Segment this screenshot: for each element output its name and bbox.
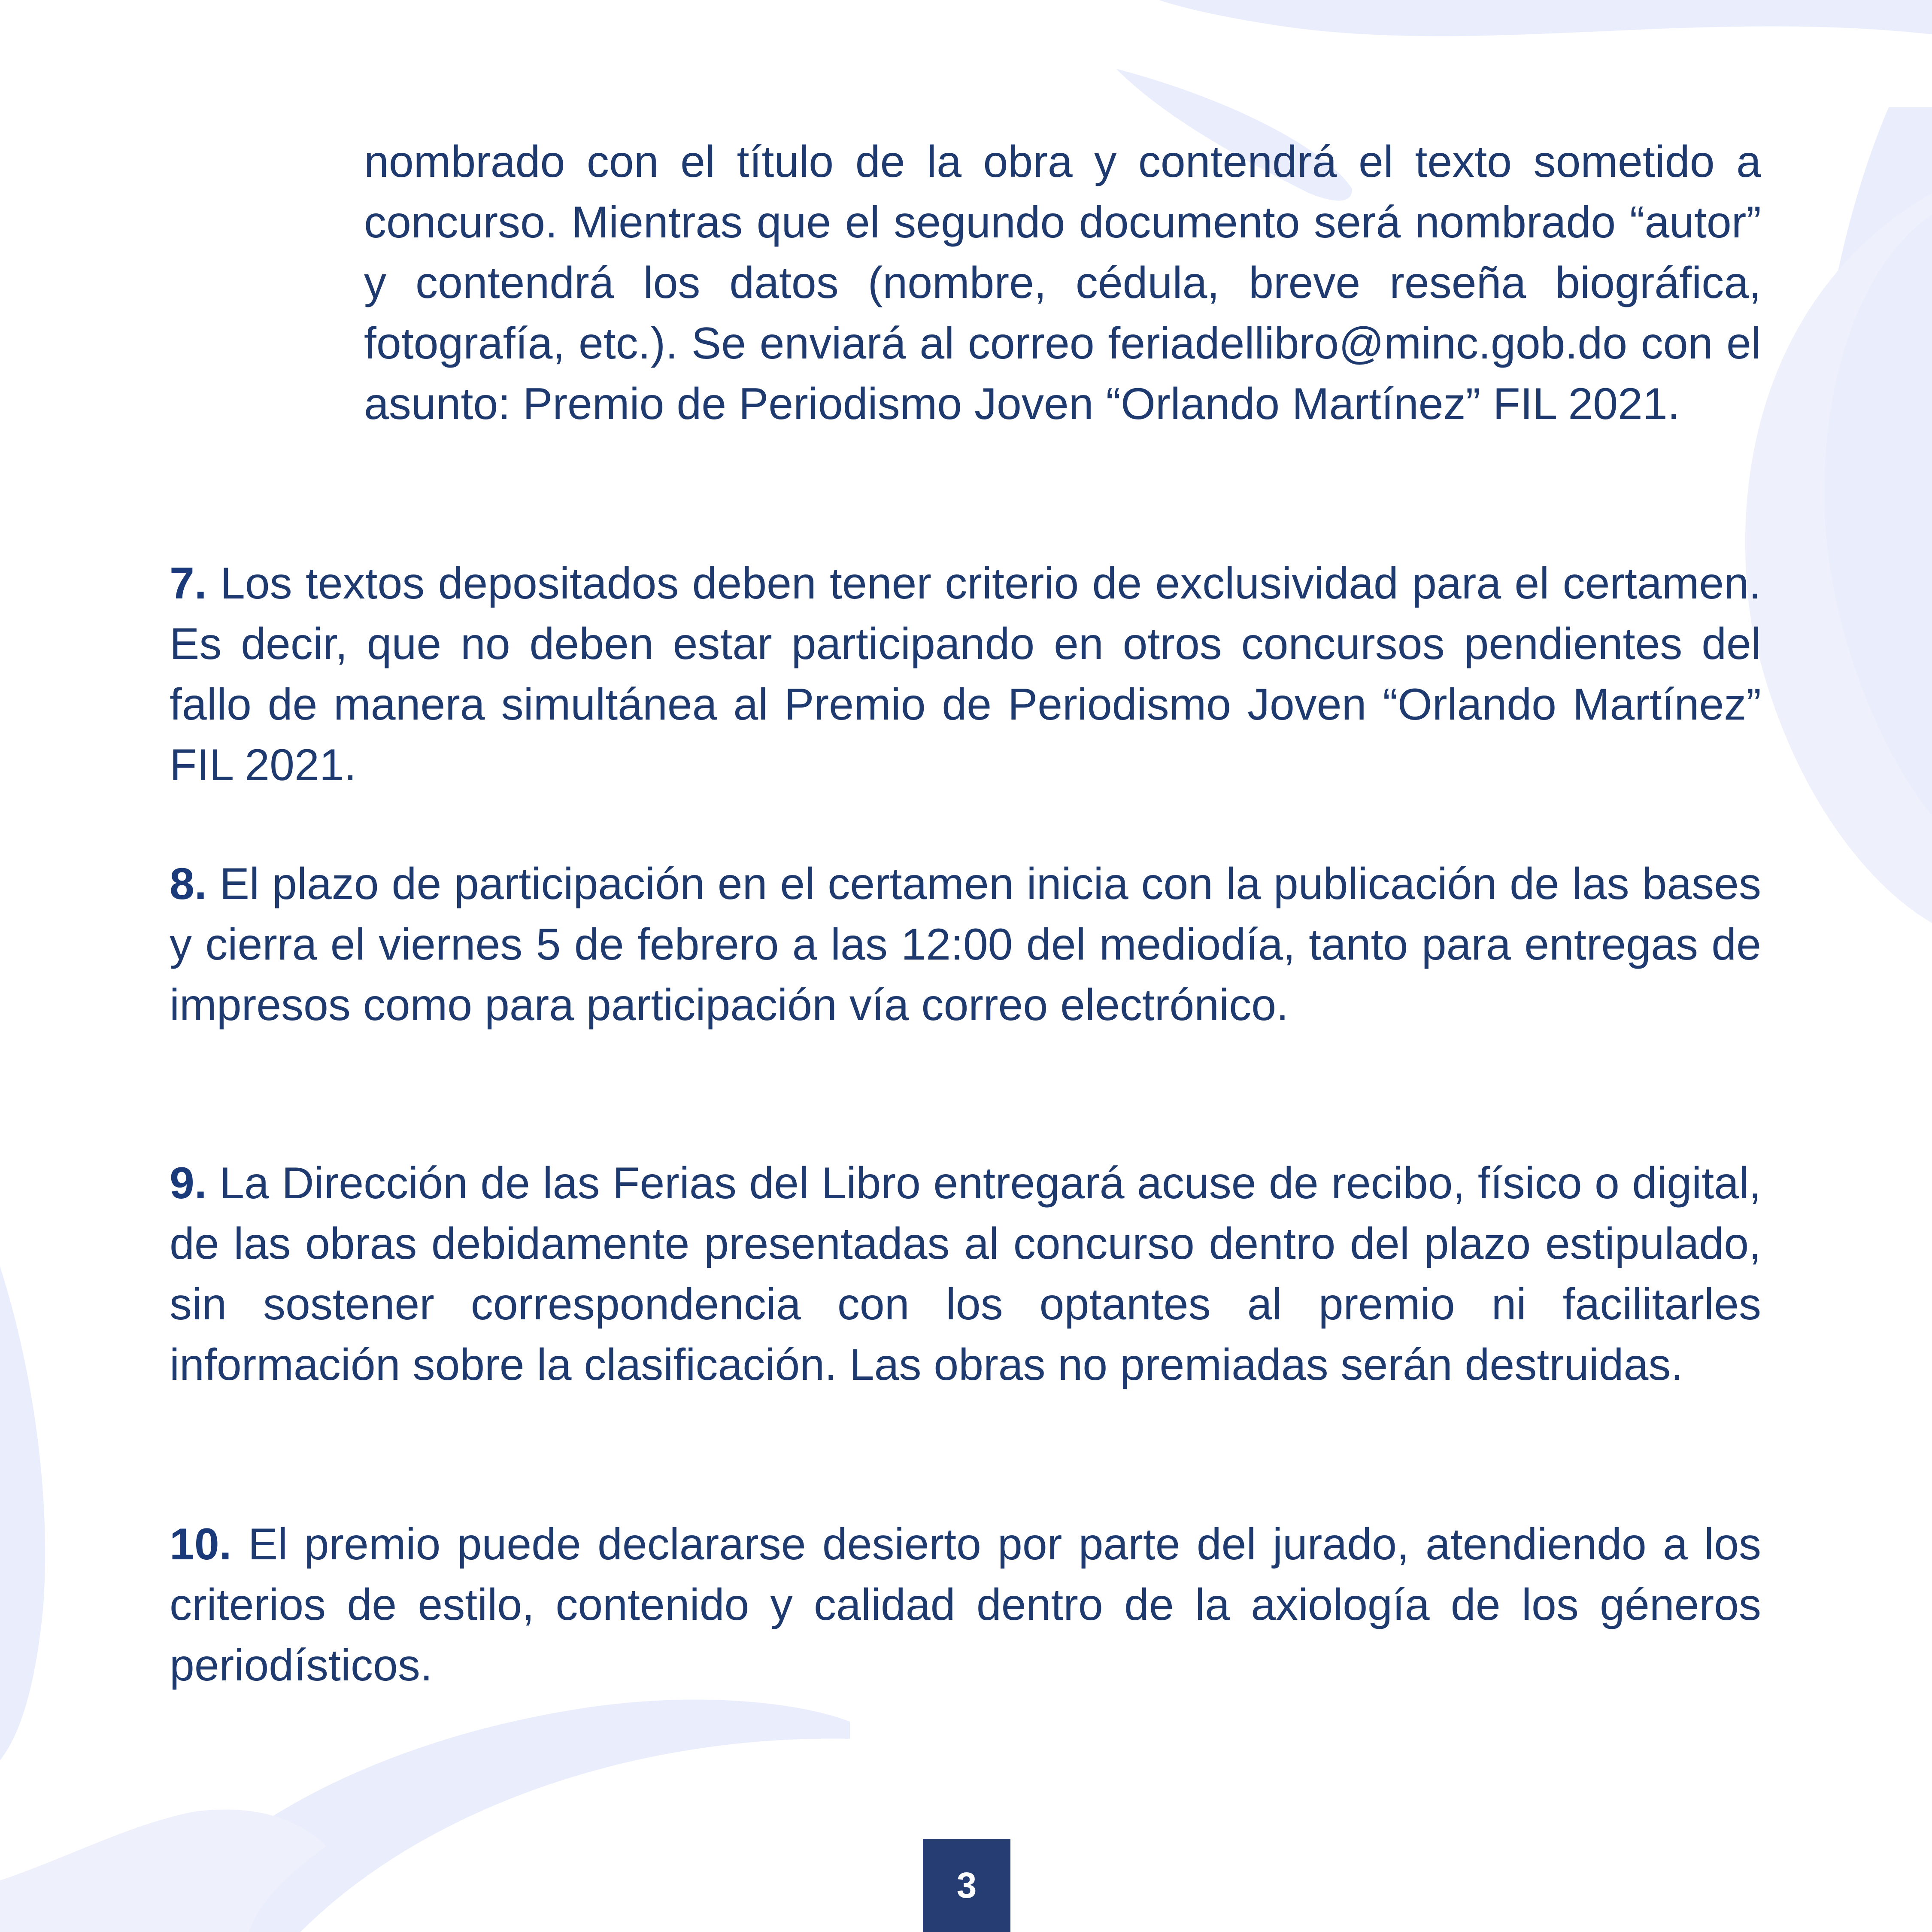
- page-number-badge: [923, 1839, 1010, 1932]
- item-text: Los textos depositados deben tener criterio de exclusividad para el certamen. Es decir, que no deben estar participando en otros concursos pendientes del fallo de manera simultánea al Premio de Periodismo Joven “Orlando Martínez” FIL 2021.: [170, 559, 1761, 790]
- item-number: 10.: [170, 1519, 232, 1569]
- item-number: 7.: [170, 559, 207, 608]
- item-number: 8.: [170, 859, 207, 909]
- list-item-10: [170, 1514, 1761, 1696]
- continuation-paragraph: nombrado con el título de la obra y contendrá el texto sometido a concurso. Mientras que el segundo documento será nombrado “autor” y contendrá los datos (nombre, cédula, breve reseña biográfica, fotografía, etc.). Se enviará al correo feriadellibro@minc.gob.do con el asunto: Premio de Periodismo Joven “Orlando Martínez” FIL 2021.: [364, 137, 1761, 429]
- list-item-9: [170, 1153, 1761, 1395]
- page-number: 3: [956, 1865, 977, 1905]
- item-text: El premio puede declararse desierto por parte del jurado, atendiendo a los criterios de estilo, contenido y calidad dentro de la axiología de los géneros periodísticos.: [170, 1519, 1761, 1690]
- item-text: La Dirección de las Ferias del Libro entregará acuse de recibo, físico o digital, de las obras debidamente presentadas al concurso dentro del plazo estipulado, sin sostener correspondencia con los optantes al premio ni facilitarles información sobre la clasificación. Las obras no premiadas serán destruidas.: [170, 1158, 1761, 1390]
- item-number: 9.: [170, 1158, 207, 1208]
- list-item-7: [170, 553, 1761, 796]
- list-item-8: [170, 854, 1761, 1036]
- item-text: El plazo de participación en el certamen inicia con la publicación de las bases y cierra el viernes 5 de febrero a las 12:00 del mediodía, tanto para entregas de impresos como para participación vía correo electrónico.: [170, 859, 1761, 1030]
